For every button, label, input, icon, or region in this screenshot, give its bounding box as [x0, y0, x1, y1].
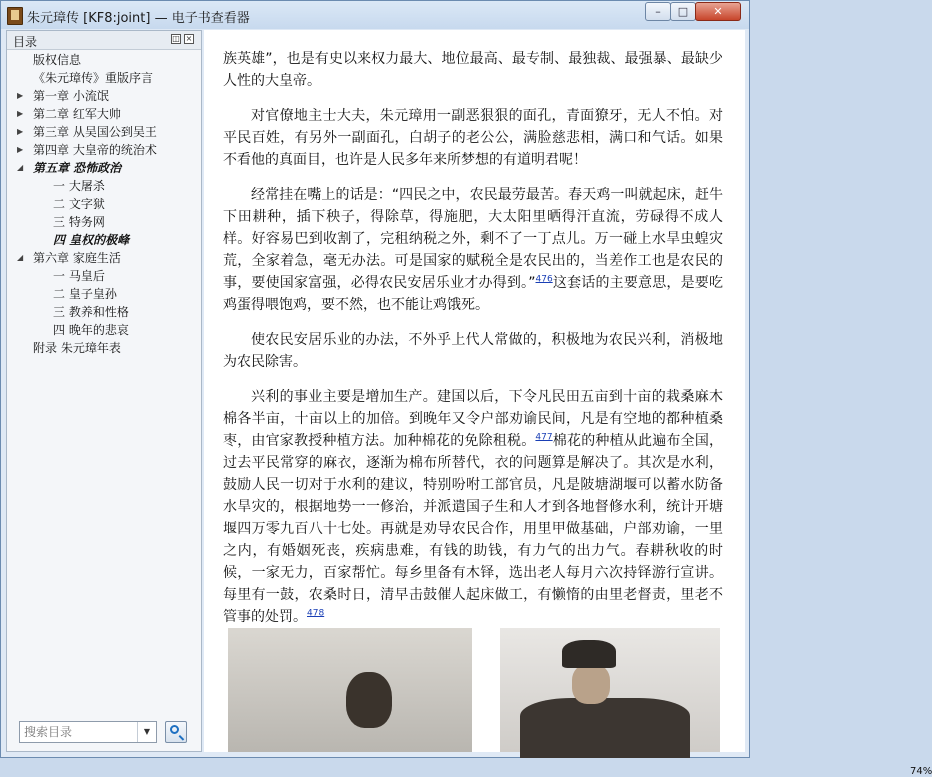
- book-reader-pane[interactable]: [204, 30, 932, 777]
- paragraph-text: 这套话的主要意思，是要吃鸡蛋得喂饱鸡，要不然，也不能让鸡饿死。: [223, 275, 723, 313]
- book-paragraph: [223, 48, 723, 92]
- pane-close-icon[interactable]: ×: [185, 34, 193, 43]
- book-text: [223, 48, 723, 641]
- footnote-link[interactable]: 477: [535, 432, 553, 443]
- caret-expanded-icon[interactable]: ◢: [17, 253, 24, 262]
- title-bar[interactable]: [1, 1, 749, 29]
- reading-progress: 74%: [910, 766, 932, 777]
- footnote-link[interactable]: 476: [535, 274, 553, 285]
- paragraph-text: 经常挂在嘴上的话是：“四民之中，农民最劳最苦。春天鸡一叫就起床，赶牛下田耕种，插下秧子，得除草，得施肥，大太阳里晒得汗直流，劳碌得不成人样。好容易巴到收割了，完租纳税之外，剩不了一丁点儿。万一碰上水旱虫蝗灾荒，全家着急，毫无办法。可是国家的赋税全是农民出的，当差作工也是农民的事，要使国家富强，必得农民安居乐业才办得到。”: [223, 187, 723, 291]
- portrait-robe: [520, 698, 690, 758]
- toc-search-box[interactable]: [19, 721, 157, 743]
- toc-item[interactable]: 第二章 红军大帅: [33, 107, 121, 121]
- maximize-button[interactable]: □: [670, 2, 696, 21]
- footnote-link[interactable]: 478: [307, 608, 325, 619]
- toc-panel-header: [7, 31, 201, 50]
- chevron-down-icon[interactable]: ▼: [137, 722, 156, 742]
- toc-item[interactable]: 二 文字狱: [53, 197, 105, 211]
- paragraph-text: 棉花的种植从此遍布全国，过去平民常穿的麻衣，逐渐为棉布所替代，衣的问题算是解决了。其次是水利，鼓励人民一切对于水利的建议，特别吩咐工部官员，凡是陂塘湖堰可以蓄水防备水旱灾的，根据地势一一修治，并派遣国子生和人才到各地督修水利，统计开塘堰四万零九百八十七处。再就是劝导农民合作，用里甲做基础，户部劝谕，一里之内，有婚姻死丧，疾病患难，有钱的助钱，有力气的出力气。春耕秋收的时候，一家无力，百家帮忙。每乡里备有木铎，选出老人每月六次持铎游行宣讲。每里有一鼓，农桑时日，清早击鼓催人起床做工，有懒惰的由里老督责，里老不管事的处罚。: [223, 433, 724, 625]
- toc-panel-title: 目录: [13, 35, 38, 49]
- toc-item[interactable]: 二 皇子皇孙: [53, 287, 117, 301]
- book-paragraph: [223, 184, 723, 316]
- toc-item[interactable]: 三 教养和性格: [53, 305, 129, 319]
- close-button[interactable]: ✕: [695, 2, 741, 21]
- ancestral-portrait-left: [228, 628, 472, 752]
- toc-item[interactable]: 一 大屠杀: [53, 179, 105, 193]
- toc-item[interactable]: 四 晚年的悲哀: [53, 323, 129, 337]
- portrait-hat: [562, 640, 616, 668]
- caret-collapsed-icon[interactable]: ▶: [17, 91, 24, 100]
- caret-expanded-icon[interactable]: ◢: [17, 163, 24, 172]
- caret-collapsed-icon[interactable]: ▶: [17, 127, 24, 136]
- toc-item[interactable]: 附录 朱元璋年表: [33, 341, 121, 355]
- portrait-figure: [346, 672, 392, 728]
- toc-search-button[interactable]: [165, 721, 187, 743]
- paragraph-text: 兴利的事业主要是增加生产。建国以后，下令凡民田五亩到十亩的栽桑麻木棉各半亩，十亩以上的加倍。到晚年又令户部劝谕民间，凡是有空地的都种植桑枣，由官家教授种植方法。加种棉花的免除租税。: [223, 389, 723, 449]
- toc-item[interactable]: 《朱元璋传》重版序言: [33, 71, 154, 85]
- search-icon: [170, 725, 179, 734]
- toc-panel: [6, 30, 202, 752]
- caret-collapsed-icon[interactable]: ▶: [17, 109, 24, 118]
- emperor-portrait-right: [500, 628, 720, 752]
- toc-search-input[interactable]: [20, 722, 142, 742]
- toc-item[interactable]: 第六章 家庭生活: [33, 251, 121, 265]
- toc-item[interactable]: 四 皇权的极峰: [53, 233, 130, 247]
- book-paragraph: [223, 329, 723, 373]
- minimize-button[interactable]: –: [645, 2, 671, 21]
- book-paragraph: [223, 386, 723, 628]
- toc-item[interactable]: 第一章 小流氓: [33, 89, 109, 103]
- paragraph-text: 对官僚地主士大夫，朱元璋用一副恶狠狠的面孔，青面獠牙，无人不怕。对平民百姓，有另外一副面孔，白胡子的老公公，满脸慈悲相，满口和气话。如果不看他的真面目，也许是人民多年来所梦想的有道明君呢！: [223, 108, 723, 168]
- caret-collapsed-icon[interactable]: ▶: [17, 145, 24, 154]
- toc-item[interactable]: 三 特务网: [53, 215, 105, 229]
- toc-item[interactable]: 第三章 从吴国公到吴王: [33, 125, 157, 139]
- portrait-face: [572, 664, 610, 704]
- paragraph-text: 使农民安居乐业的办法，不外乎上代人常做的，积极地为农民兴利，消极地为农民除害。: [223, 332, 723, 370]
- paragraph-text: 族英雄”，也是有史以来权力最大、地位最高、最专制、最独裁、最强暴、最缺少人性的大皇帝。: [223, 51, 723, 89]
- book-paragraph: [223, 105, 723, 171]
- toc-item[interactable]: 第四章 大皇帝的统治术: [33, 143, 157, 157]
- toc-item[interactable]: 一 马皇后: [53, 269, 105, 283]
- toc-item[interactable]: 版权信息: [33, 53, 82, 67]
- pane-float-icon[interactable]: ◫: [172, 34, 180, 43]
- window-title: 朱元璋传 [KF8:joint] — 电子书查看器: [27, 11, 250, 26]
- book-app-icon: [7, 7, 23, 25]
- toc-item[interactable]: 第五章 恐怖政治: [33, 161, 122, 175]
